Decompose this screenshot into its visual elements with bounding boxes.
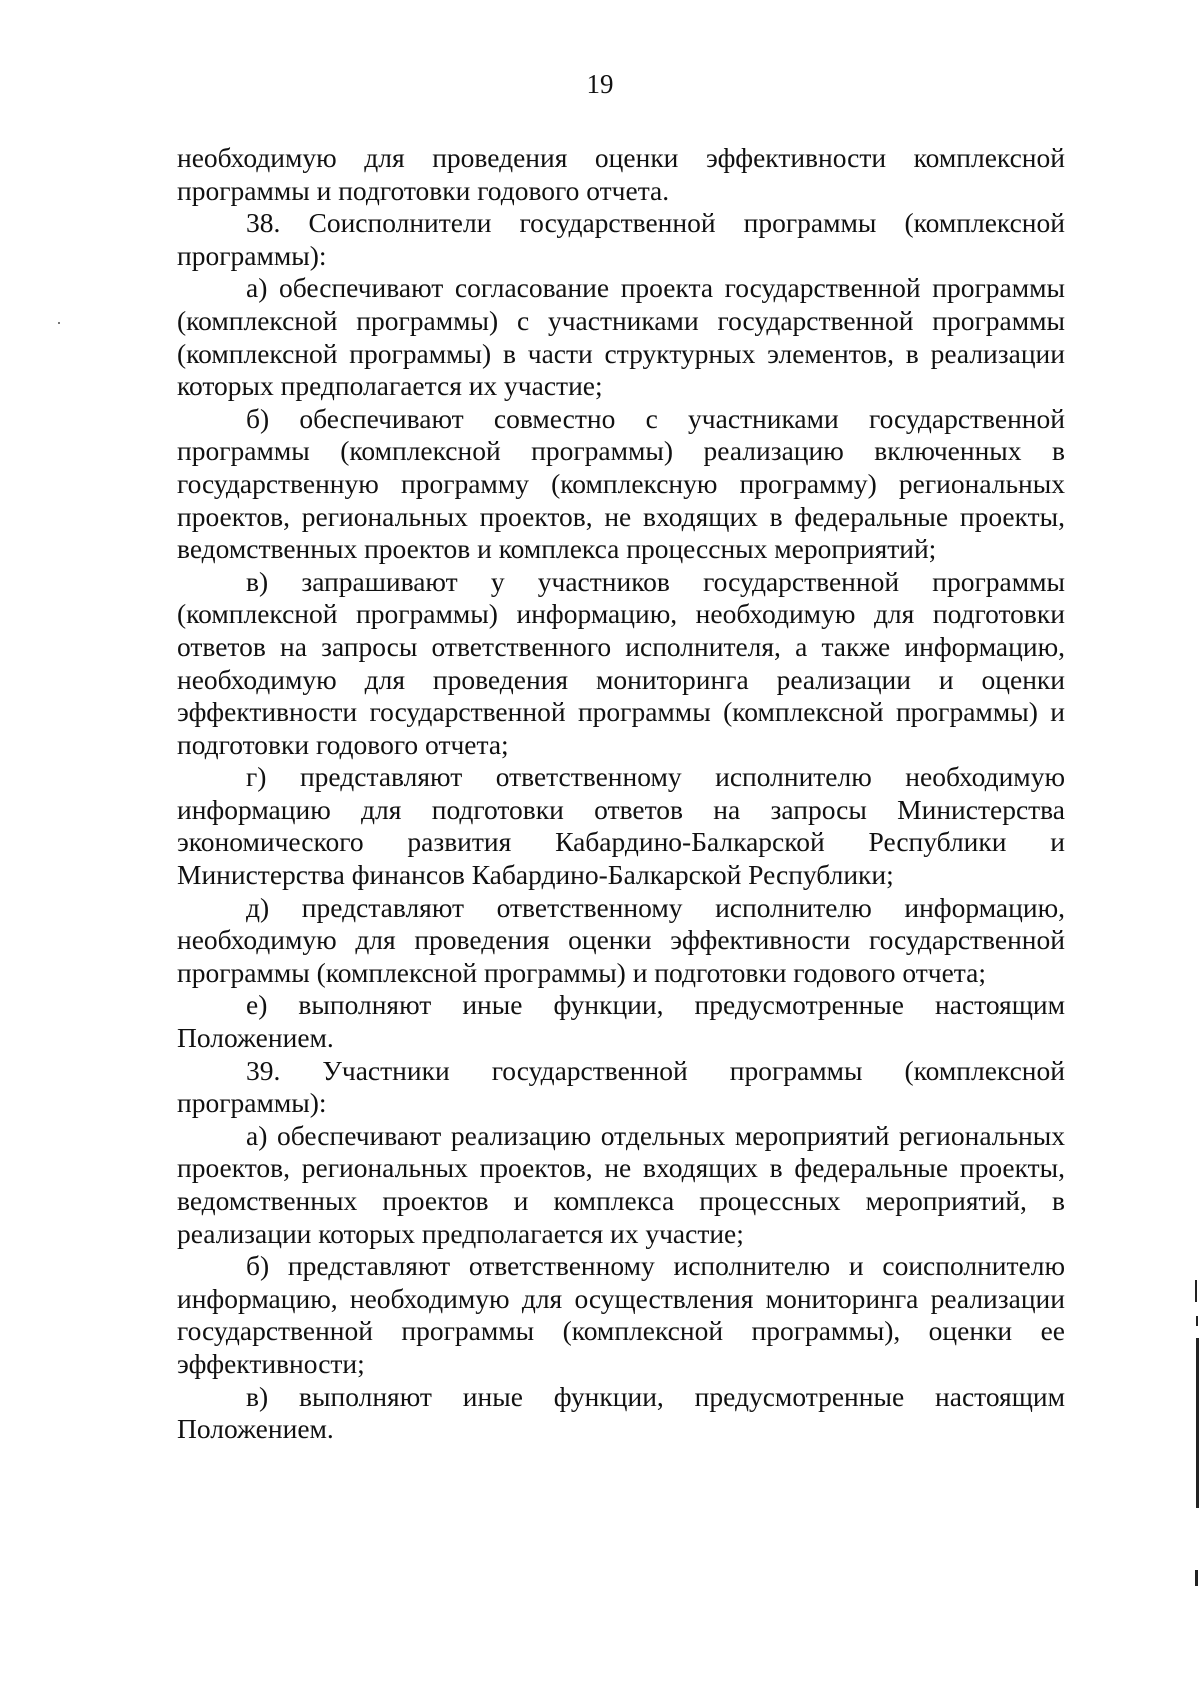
page-number: 19 (586, 69, 614, 99)
paragraph-38-d: д) представляют ответственному исполнителю информацию, необходимую для проведения оценки эффективности государственной программы (комплексной программы) и подготовки годового отчета; (177, 891, 1065, 988)
paragraph-38-v: в) запрашивают у участников государственной программы (комплексной программы) информацию, необходимую для подготовки ответов на запросы ответственного исполнителя, а также информацию, необходимую для проведения мониторинга реализации и оценки эффективности государственной программы (комплексной программы) и подготовки годового отчета; (177, 565, 1065, 760)
paragraph-39-a: а) обеспечивают реализацию отдельных мероприятий региональных проектов, региональных проектов, не входящих в федеральные проекты, ведомственных проектов и комплекса процессных мероприятий, в реализации которых предполагается их участие; (177, 1119, 1065, 1249)
paragraph-38-a: а) обеспечивают согласование проекта государственной программы (комплексной программы) с участниками государственной программы (комплексной программы) в части структурных элементов, в реализации которых предполагается их участие; (177, 272, 1065, 402)
scan-edge-mark (1195, 1570, 1198, 1586)
document-body (177, 142, 1065, 1446)
paragraph-38-g: г) представляют ответственному исполнителю необходимую информацию для подготовки ответов на запросы Министерства экономического развития Кабардино-Балкарской Республики и Министерства финансов Кабардино-Балкарской Республики; (177, 761, 1065, 891)
paragraph-item-38: 38. Соисполнители государственной программы (комплексной программы): (177, 207, 1065, 271)
paragraph-item-39: 39. Участники государственной программы (комплексной программы): (177, 1054, 1065, 1119)
paragraph-38-e: е) выполняют иные функции, предусмотренные настоящим Положением. (177, 989, 1065, 1054)
paragraph-38-b: б) обеспечивают совместно с участниками государственной программы (комплексной программы) реализацию включенных в государственную программу (комплексную программу) региональных проектов, региональных проектов, не входящих в федеральные проекты, ведомственных проектов и комплекса процессных мероприятий; (177, 402, 1065, 565)
scan-edge-mark (1195, 1280, 1197, 1302)
scan-edge-mark (1196, 1338, 1199, 1508)
paragraph-39-v: в) выполняют иные функции, предусмотренные настоящим Положением. (177, 1380, 1065, 1445)
paragraph-continuation: необходимую для проведения оценки эффективности комплексной программы и подготовки годового отчета. (177, 142, 1065, 206)
paragraph-39-b: б) представляют ответственному исполнителю и соисполнителю информацию, необходимую для осуществления мониторинга реализации государственной программы (комплексной программы), оценки ее эффективности; (177, 1250, 1065, 1379)
scan-dot (58, 322, 60, 324)
scan-edge-mark (1196, 1316, 1198, 1326)
